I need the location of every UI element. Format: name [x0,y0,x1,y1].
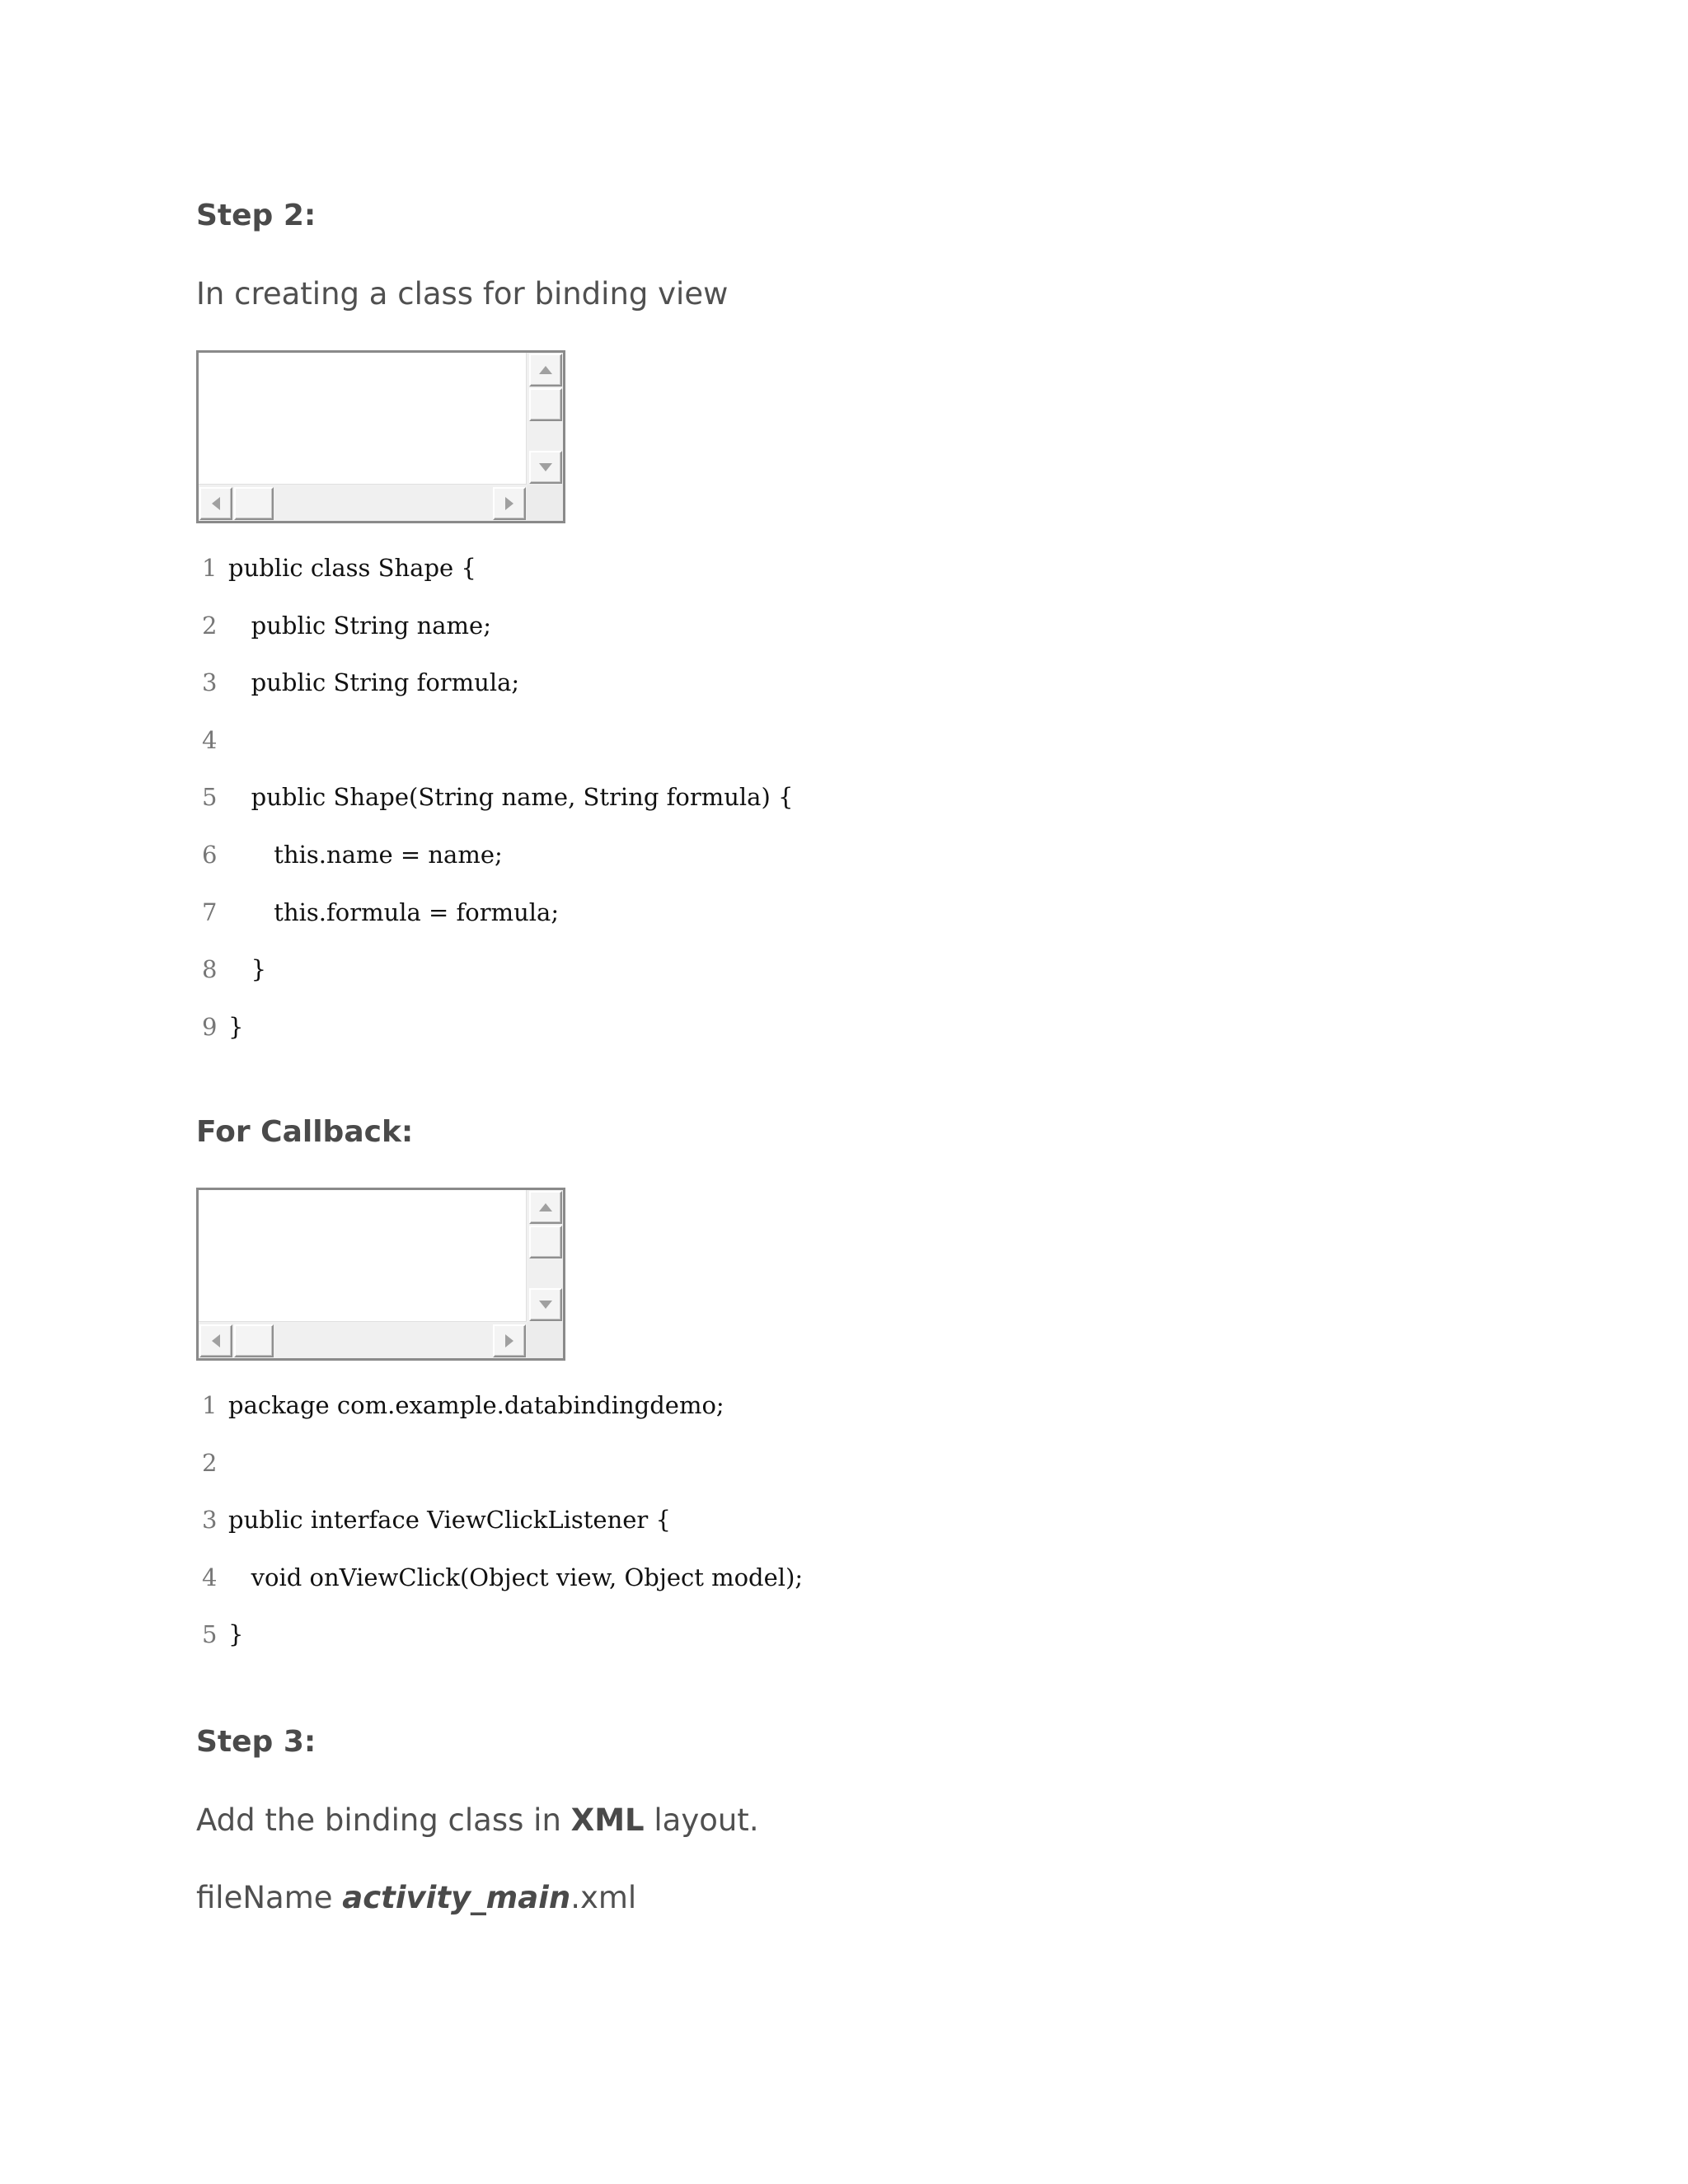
triangle-left-icon [212,1334,220,1347]
code-line [202,1563,804,1624]
scrollbar-corner [527,485,563,521]
vertical-scroll-thumb[interactable] [529,388,562,421]
scrollbox-content-area [199,1190,527,1322]
line-number: 4 [202,725,218,754]
scroll-left-button[interactable] [199,487,232,520]
line-number: 6 [202,840,218,869]
scroll-down-button[interactable] [529,1288,562,1321]
code-line [202,840,793,901]
code-line [202,1620,803,1680]
line-number: 3 [202,1506,218,1535]
triangle-left-icon [212,497,220,510]
horizontal-scrollbar[interactable] [199,484,527,521]
line-number: 5 [202,1620,218,1649]
line-number: 8 [202,955,218,984]
code-text: } [228,1620,244,1649]
code-text: this.name = name; [228,840,503,869]
code-text: public interface ViewClickListener { [228,1506,671,1535]
triangle-down-icon [539,463,552,471]
vertical-scrollbar[interactable] [526,1190,563,1322]
code-line [202,725,793,786]
scrollbox-content-area [199,353,527,485]
scroll-left-button[interactable] [199,1324,232,1357]
code-line [202,955,793,1015]
code-text: public class Shape { [228,554,476,582]
code-text: } [228,955,267,984]
line-number: 2 [202,1448,218,1477]
step3-instruction-post: layout. [644,1802,759,1838]
code-listing-view-click-listener [202,1391,804,1680]
step3-instruction [196,1802,759,1838]
line-number: 1 [202,554,218,582]
code-embed-scrollbox-1[interactable] [196,350,565,523]
filename-extension: .xml [570,1880,637,1915]
horizontal-scroll-thumb[interactable] [234,1324,274,1357]
code-line [202,611,793,672]
horizontal-scroll-thumb[interactable] [234,487,274,520]
vertical-scrollbar[interactable] [526,353,563,485]
scroll-right-button[interactable] [493,487,526,520]
filename-label: fileName [196,1880,343,1915]
code-line [202,556,793,614]
code-text: public Shape(String name, String formula) { [228,783,794,812]
code-line [202,1391,803,1451]
code-line [202,1012,793,1073]
scroll-up-button[interactable] [529,354,562,387]
step3-heading: Step 3: [196,1725,316,1759]
line-number: 4 [202,1563,218,1591]
scrollbar-corner [527,1322,563,1358]
line-number: 5 [202,783,218,812]
code-listing-shape-class [202,556,793,1072]
line-number: 3 [202,668,218,697]
scroll-right-button[interactable] [493,1324,526,1357]
step2-heading: Step 2: [196,199,316,232]
code-line [202,898,793,958]
code-text: public String formula; [228,668,520,697]
filename-base: activity_main [342,1880,571,1915]
triangle-right-icon [505,1334,513,1347]
triangle-up-icon [539,366,552,374]
horizontal-scrollbar[interactable] [199,1321,527,1358]
code-text: void onViewClick(Object view, Object model); [228,1563,804,1591]
code-text: this.formula = formula; [228,898,560,926]
scroll-up-button[interactable] [529,1191,562,1224]
line-number: 9 [202,1012,218,1041]
code-line [202,1508,803,1566]
code-line [202,668,793,729]
triangle-up-icon [539,1203,552,1212]
code-line [202,1448,803,1509]
scroll-down-button[interactable] [529,451,562,484]
code-text: package com.example.databindingdemo; [228,1391,724,1419]
code-text: } [228,1012,244,1041]
triangle-right-icon [505,497,513,510]
code-embed-scrollbox-2[interactable] [196,1188,565,1361]
step3-instruction-pre: Add the binding class in [196,1802,571,1838]
vertical-scroll-thumb[interactable] [529,1226,562,1258]
line-number: 7 [202,898,218,926]
triangle-down-icon [539,1301,552,1309]
step3-filename [196,1882,636,1913]
step2-description: In creating a class for binding view [196,276,729,312]
callback-heading: For Callback: [196,1115,414,1149]
code-text: public String name; [228,611,491,640]
line-number: 2 [202,611,218,640]
line-number: 1 [202,1391,218,1419]
xml-keyword: XML [570,1802,645,1838]
code-line [202,785,793,843]
